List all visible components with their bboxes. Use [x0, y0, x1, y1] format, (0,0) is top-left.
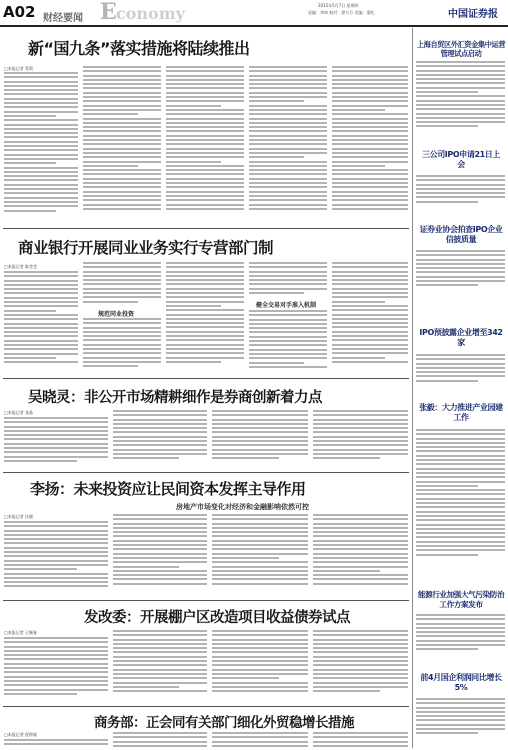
sidebar-text-6 [416, 614, 505, 664]
article-2-col-3 [166, 262, 244, 374]
masthead-rule [0, 25, 508, 27]
sidebar-text-3 [416, 250, 505, 305]
sidebar-text-5 [416, 429, 505, 579]
article-4-subtitle: 房地产市场变化对经济和金融影响依然可控 [176, 503, 309, 511]
sidebar-head-2: 三公司IPO申请21日上会 [422, 150, 500, 169]
sidebar-text-7 [416, 698, 505, 748]
sidebar-head-6: 能源行业加强大气污染防治工作方案发布 [417, 590, 505, 609]
article-1-col-1 [4, 72, 78, 224]
article-3-col-3 [212, 410, 308, 468]
article-6-col-1 [4, 739, 108, 749]
article-4-col-4 [313, 514, 408, 597]
section-initial: E [100, 0, 117, 25]
sidebar-text-2 [416, 175, 505, 215]
page-number: A02 [3, 3, 36, 21]
article-3-col-1 [4, 417, 108, 468]
article-3-byline: □本报记者 张晶 [4, 410, 34, 415]
sidebar-head-3: 证券业协会拍查IPO企业信披质量 [419, 225, 503, 244]
article-1-headline: 新“国九条”落实措施将陆续推出 [28, 39, 250, 58]
article-1-col-5 [332, 66, 408, 224]
article-5-col-2 [113, 630, 207, 703]
article-1-byline: □本报记者 蔡莉 [4, 66, 34, 71]
date-line: 2015年5月7日 星期四 [318, 3, 359, 8]
article-6-col-3 [212, 732, 308, 749]
article-5-col-4 [313, 630, 408, 703]
section-english: conomy [116, 4, 185, 23]
article-2-col-5 [332, 262, 408, 374]
article-1-col-2 [83, 66, 161, 224]
sidebar-head-1: 上海自贸区外汇资金集中运营管理试点启动 [416, 40, 506, 58]
divider-5 [3, 706, 409, 707]
section-name: 财经要闻 [43, 13, 83, 24]
article-4-col-2 [113, 514, 207, 597]
article-5-byline: □本报记者 王颖春 [4, 630, 38, 635]
sidebar-text-1 [416, 61, 505, 136]
article-5-headline: 发改委：开展棚户区改造项目收益债券试点 [84, 610, 350, 626]
sidebar-divider [412, 28, 413, 748]
article-5-col-1 [4, 637, 108, 703]
article-2-headline: 商业银行开展同业业务实行专营部门制 [18, 239, 274, 257]
article-2-byline: □本报记者 陈莹莹 [4, 264, 38, 269]
article-1-col-3 [166, 66, 244, 224]
inner-head-1: 规范同业投资 [98, 311, 135, 318]
article-6-col-2 [113, 732, 207, 749]
article-2-col-4b [249, 310, 327, 374]
divider-3 [3, 472, 409, 473]
divider-4 [3, 600, 409, 601]
article-1-col-4 [249, 66, 327, 224]
paper-logo: 中国证券报 [448, 9, 498, 20]
article-4-col-1 [4, 521, 108, 597]
divider-2 [3, 378, 409, 379]
sidebar-text-4 [416, 354, 505, 396]
sidebar-head-7: 前4月国企利润同比增长5% [420, 673, 502, 692]
sidebar-head-4: IPO预披露企业增至342家 [419, 328, 503, 347]
article-2-col-2b [83, 318, 161, 374]
article-2-col-4a [249, 262, 327, 298]
divider-1 [3, 228, 409, 229]
article-5-col-3 [212, 630, 308, 703]
article-3-col-4 [313, 410, 408, 468]
article-6-byline: □本报记者 倪铭娅 [4, 732, 38, 737]
article-3-headline: 吴晓灵：非公开市场精耕细作是券商创新着力点 [28, 390, 322, 406]
article-2-col-2 [83, 262, 161, 308]
article-2-col-1 [4, 271, 78, 373]
article-6-col-4 [313, 732, 408, 749]
editor-line: 责编：李坤 校对：徐万方 美编：梁纪 [308, 10, 375, 15]
inner-head-2: 健全交易对手准入机制 [256, 302, 317, 309]
article-6-headline: 商务部：正会同有关部门细化外贸稳增长措施 [94, 715, 354, 731]
masthead [0, 0, 508, 26]
article-4-headline: 李扬：未来投资应让民间资本发挥主导作用 [30, 480, 306, 498]
article-3-col-2 [113, 410, 207, 468]
sidebar-head-5: 张毅：大力推进产业园建工作 [419, 403, 503, 422]
article-4-col-3 [212, 514, 308, 597]
article-4-byline: □本报记者 任晓 [4, 514, 34, 519]
